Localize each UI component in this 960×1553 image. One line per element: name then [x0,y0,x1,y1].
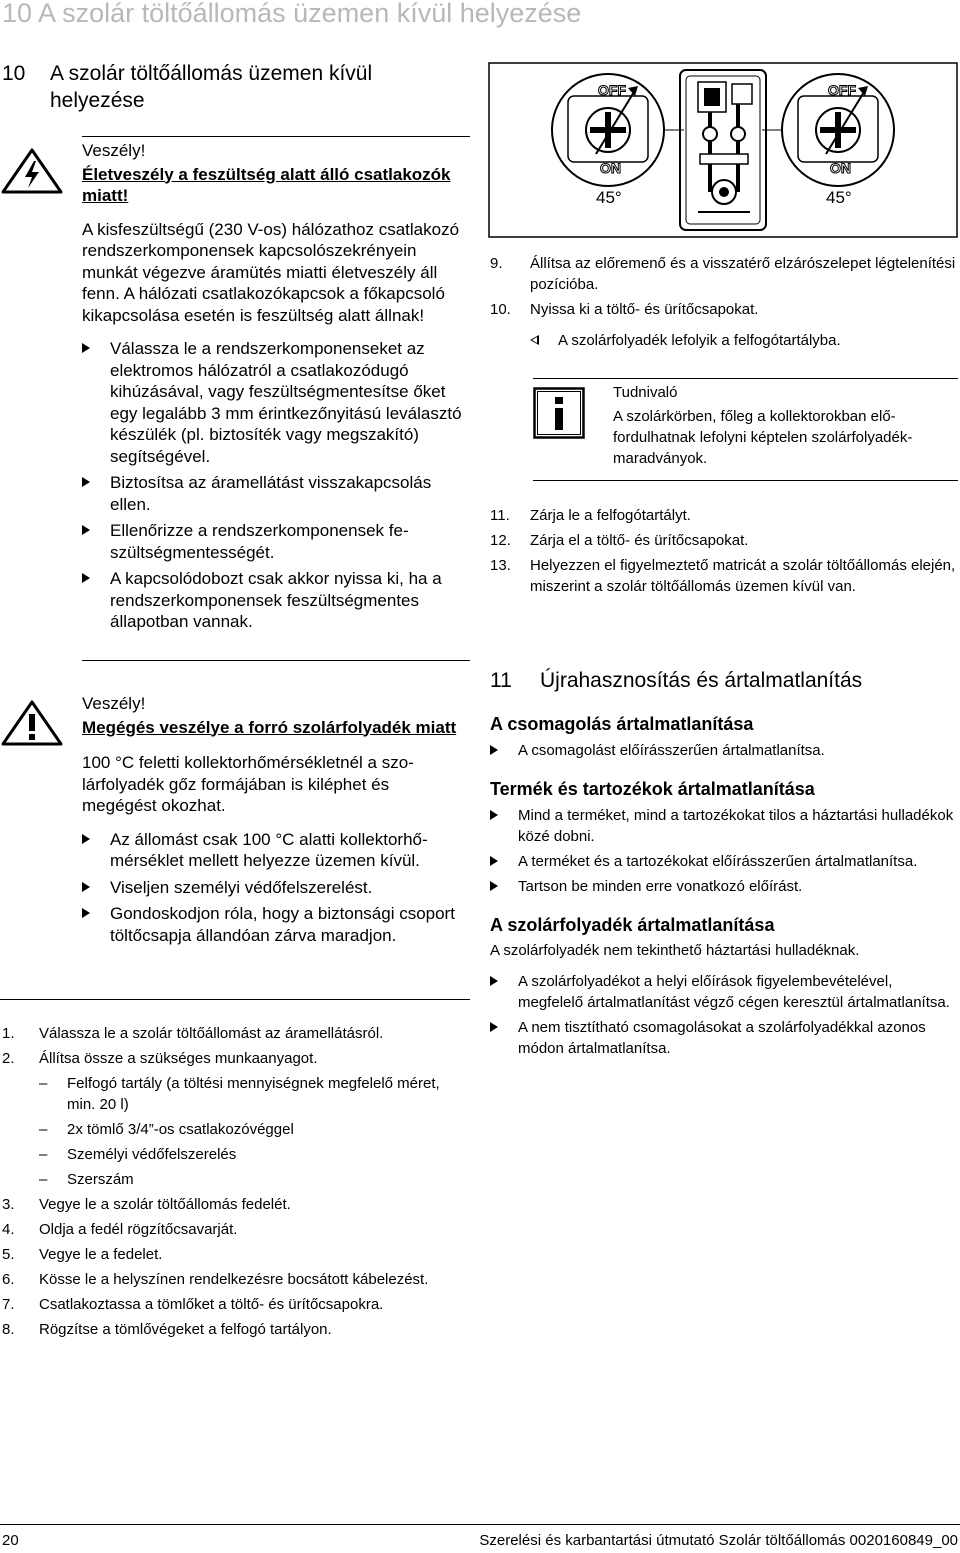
danger-text: A kisfeszültségű (230 V-os) hálózathoz csatlakozó rendszerkomponensek kapcsolószekrényein munkát végezve áramütés miatti életveszély áll fenn. A hálózati csatlakozókapcsok a főkapcsoló kikapcsolása esetén is feszültség alatt állnak! [82,219,460,325]
list-item: Ellenőrizze a rendszerkomponensek feszültségmentességét. [82,520,468,563]
bullet-triangle-icon [82,343,90,353]
danger-text: 100 °C feletti kollektorhőmérsékletnél a szolárfolyadék gőz formájában is kiléphet és megégést okozhat. [82,753,414,815]
list-item: Az állomást csak 100 °C alatti kollektorhőmérséklet mellett helyezze üzemen kívül. [82,829,468,872]
list-item: – Felfogó tartály (a töltési mennyiségnek megfelelő méret, min. 20 l) [39,1075,440,1113]
bullet-triangle-icon [82,525,90,535]
list-item: 13. Helyezzen el figyelmeztető matricát a szolár töltőállomás elején, miszerint a szolár töltőállomás üzemen kívül van. [490,557,956,595]
on-label: ON [600,160,621,176]
electric-hazard-icon [1,148,63,194]
section-10-title [2,60,442,114]
bullet-triangle-icon [82,573,90,583]
page-header: 10 A szolár töltőállomás üzemen kívül helyezése [2,0,582,28]
list-item: Mind a terméket, mind a tartozékokat tilos a háztartási hulladékok közé dobni. [490,805,956,847]
danger-bottom-rule [82,660,470,661]
section-11-title [490,667,956,694]
list-item: A szolárfolyadékot a helyi előírások figyelembevételével, megfelelő ártalmatlanítást végző cégen keresztül ártalmatlanítsa. [490,971,956,1013]
list-item: 1. Válassza le a szolár töltőállomást az áramellátásról. [2,1025,384,1042]
subsection-heading: Termék és tartozékok ártalmatlanítása [490,779,815,799]
list-item: 7. Csatlakoztassa a tömlőket a töltő- és ürítőcsapokra. [2,1296,384,1313]
section-number: 11 [490,669,512,692]
list-item: A terméket és a tartozékokat előírásszerűen ártalmatlanítsa. [490,851,956,872]
note-notice [613,382,959,469]
bullet-triangle-icon [490,976,498,986]
list-item: 8. Rögzítse a tömlővégeket a felfogó tartályon. [2,1321,332,1338]
bullet-triangle-icon [82,834,90,844]
list-item: – Személyi védőfelszerelés [39,1146,237,1163]
subsection-heading: A csomagolás ártalmatlanítása [490,714,754,734]
angle-label: 45° [596,188,622,207]
footer-rule [0,1524,960,1525]
angle-label: 45° [826,188,852,207]
bullet-triangle-icon [82,477,90,487]
off-label: OFF [828,82,856,98]
list-item: A kapcsolódobozt csak akkor nyissa ki, ha a rendszerkomponensek feszültségmentes állapotban vannak. [82,568,468,633]
footer-doc-title: Szerelési és karbantartási útmutató Szolár töltőállomás 0020160849_00 [479,1532,958,1549]
danger-notice-2 [82,693,468,946]
section-title-text: A szolár töltőállomás üzemen kívül helyezése [50,62,373,112]
section-title-text: Újrahasznosítás és ártalmatlanítás [540,669,863,692]
danger-label: Veszély! [82,141,146,160]
paragraph: A szolárfolyadék nem tekinthető háztartási hulladéknak. [490,942,860,959]
section-number: 10 [2,62,26,85]
on-label: ON [830,160,851,176]
list-item: Gondoskodjon róla, hogy a biztonsági csoport töltőcsapja állandóan zárva maradjon. [82,903,468,946]
bullet-triangle-icon [490,856,498,866]
result-item: A szolárfolyadék lefolyik a felfogótartályba. [490,330,956,351]
bullet-triangle-icon [490,745,498,755]
list-item: – Szerszám [39,1171,134,1188]
result-triangle-icon [530,335,539,345]
off-label: OFF [598,82,626,98]
note-text: A szolárkörben, főleg a kollektorokban előfordulhatnak lefolyni képtelen szolárfolyadékmaradványok. [613,408,913,467]
list-item: 10. Nyissa ki a töltő- és ürítőcsapokat. [490,301,759,318]
list-item: Válassza le a rendszerkomponenseket az elektromos hálózatról a csatlakozódugó kihúzásával, vagy feszültségmentesítse őket egy legalább 3 mm érintkezőnyitású leválasztó készülék (pl. biztosíték vagy megszakító) segítségével. [82,338,468,467]
list-item: 9. Állítsa az előremenő és a visszatérő elzárószelepet légtelenítési pozícióba. [490,255,956,293]
list-item: – 2x tömlő 3/4”-os csatlakozóvéggel [39,1121,294,1138]
bullet-triangle-icon [490,810,498,820]
list-item: 12. Zárja el a töltő- és ürítőcsapokat. [490,532,749,549]
subsection-heading: A szolárfolyadék ártalmatlanítása [490,915,775,935]
list-item: Tartson be minden erre vonatkozó előírást. [490,876,956,897]
note-bottom-rule [533,480,958,481]
info-icon [533,387,585,439]
list-item: 3. Vegye le a szolár töltőállomás fedelét. [2,1196,291,1213]
list-item: 2. Állítsa össze a szükséges munkaanyagot. [2,1050,318,1067]
bullet-triangle-icon [82,882,90,892]
page-number: 20 [2,1532,19,1549]
danger-notice-1 [82,140,468,633]
station-valves-figure [488,62,958,238]
danger-label: Veszély! [82,694,146,713]
steps-list-right [490,253,956,351]
list-item: 5. Vegye le a fedelet. [2,1246,163,1263]
steps-list-right-2 [490,505,956,597]
bullet-triangle-icon [82,908,90,918]
danger-bottom-rule [0,999,470,1000]
list-item: A nem tisztítható csomagolásokat a szolárfolyadékkal azonos módon ártalmatlanítsa. [490,1017,956,1059]
list-item: 11. Zárja le a felfogótartályt. [490,507,691,524]
steps-list-left [2,1023,468,1340]
list-item: A csomagolást előírásszerűen ártalmatlanítsa. [490,740,956,761]
disposal-content [490,712,956,1059]
list-item: Biztosítsa az áramellátást visszakapcsolás ellen. [82,472,468,515]
list-item: 6. Kösse le a helyszínen rendelkezésre bocsátott kábelezést. [2,1271,429,1288]
warning-icon [1,700,63,746]
danger-top-rule [82,136,470,137]
danger-title: Megégés veszélye a forró szolárfolyadék miatt [82,717,457,737]
bullet-triangle-icon [490,881,498,891]
bullet-triangle-icon [490,1022,498,1032]
list-item: 4. Oldja a fedél rögzítőcsavarját. [2,1221,238,1238]
list-item: Viseljen személyi védőfelszerelést. [82,877,468,899]
danger-title: Életveszély a feszültség alatt álló csatlakozók miatt! [82,164,451,205]
note-title: Tudnivaló [613,384,678,401]
note-top-rule [533,378,958,379]
